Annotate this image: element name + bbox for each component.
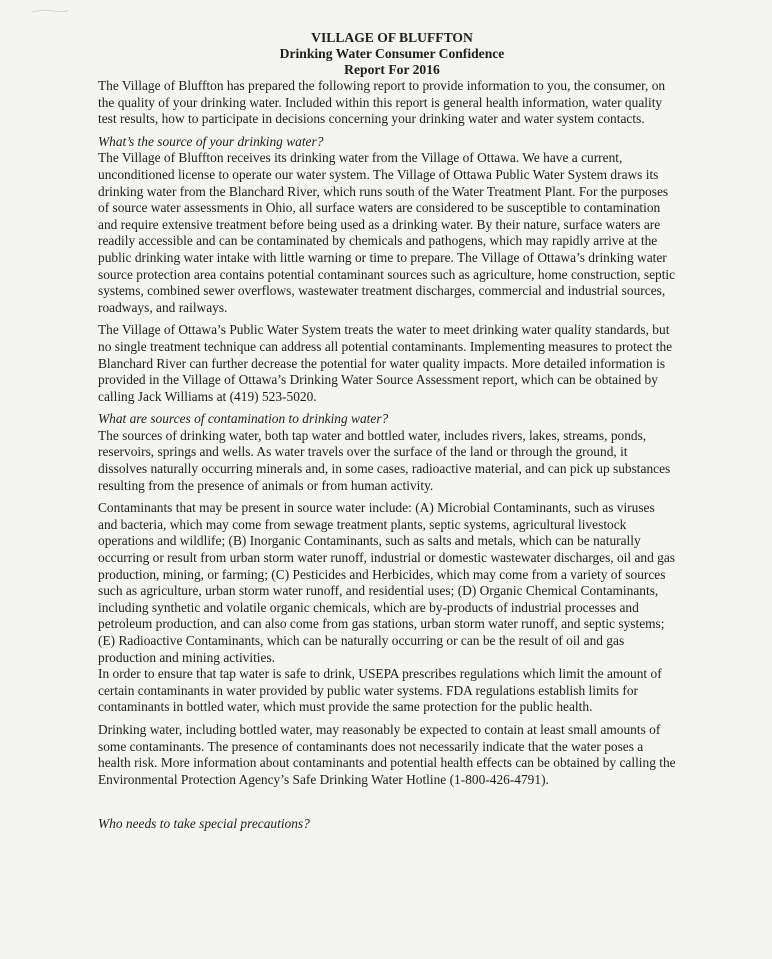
report-page (98, 30, 676, 833)
contamination-paragraph-3: In order to ensure that tap water is safe to drink, USEPA prescribes regulations which limit the amount of certain contaminants in water provided by public water systems. FDA regulations establish limits for contaminants in bottled water, which must provide the same protection for the public health. (98, 666, 662, 715)
intro-paragraph: The Village of Bluffton has prepared the following report to provide information to you, the consumer, on the quality of your drinking water. Included within this report is general health information, water quality test results, how to participate in decisions concerning your drinking water and water system contacts. (98, 78, 666, 127)
contamination-heading: What are sources of contamination to drinking water? (98, 411, 389, 427)
source-heading: What’s the source of your drinking water? (98, 133, 324, 149)
report-title-subject: Drinking Water Consumer Confidence (279, 46, 505, 61)
source-paragraph-2: The Village of Ottawa’s Public Water System treats the water to meet drinking water quality standards, but no single treatment technique can address all potential contaminants. Implementing measures to protect the Blanchard River can further decrease the potential for water quality impacts. More detailed information is provided in the Village of Ottawa’s Drinking Water Source Assessment report, which can be obtained by calling Jack Williams at (419) 523-5020. (98, 322, 673, 404)
contamination-paragraph-4: Drinking water, including bottled water, may reasonably be expected to contain at least small amounts of some contaminants. The presence of contaminants does not necessarily indicate that the water poses a health risk. More information about contaminants and potential health effects can be obtained by calling the Environmental Protection Agency’s Safe Drinking Water Hotline (1-800-426-4791). (98, 721, 676, 787)
report-title-village: VILLAGE OF BLUFFTON (311, 30, 473, 45)
contamination-paragraph-2: Contaminants that may be present in source water include: (A) Microbial Contaminants, such as viruses and bacteria, which may come from sewage treatment plants, septic systems, agricultural livestock operations and wildlife; (B) Inorganic Contaminants, such as salts and metals, which can be naturally occurring or result from urban storm water runoff, industrial or domestic wastewater discharges, oil and gas production, mining, or farming; (C) Pesticides and Herbicides, which may come from a variety of sources such as agriculture, urban storm water runoff, and residential uses; (D) Organic Chemical Contaminants, including synthetic and volatile organic chemicals, which are by-products of industrial processes and petroleum production, and can also come from gas stations, urban storm water runoff, and septic systems; (E) Radioactive Contaminants, which can be naturally occurring or can be the result of oil and gas production and mining activities. (98, 500, 675, 665)
source-paragraph-1: The Village of Bluffton receives its drinking water from the Village of Ottawa. We have a current, unconditioned license to operate our water system. The Village of Ottawa Public Water System draws its drinking water from the Blanchard River, which runs south of the Water Treatment Plant. For the purposes of source water assessments in Ohio, all surface waters are considered to be susceptible to contamination and require extensive treatment before being used as a drinking water. By their nature, surface waters are readily accessible and can be contaminated by chemicals and pathogens, which may rapidly arrive at the public drinking water intake with little warning or time to prepare. The Village of Ottawa’s drinking water source protection area contains potential contaminant sources such as agriculture, home construction, septic systems, combined sewer overflows, wastewater treatment discharges, commercial and industrial sources, roadways, and railways. (98, 150, 676, 315)
report-title-year: Report For 2016 (344, 62, 440, 77)
scan-speck (30, 8, 70, 14)
precautions-heading: Who needs to take special precautions? (98, 816, 310, 832)
contamination-paragraph-1: The sources of drinking water, both tap water and bottled water, includes rivers, lakes, streams, ponds, reservoirs, springs and wells. As water travels over the surface of the land or through the ground, it dissolves naturally occurring minerals and, in some cases, radioactive material, and can pick up substances resulting from the presence of animals or from human activity. (98, 427, 671, 493)
